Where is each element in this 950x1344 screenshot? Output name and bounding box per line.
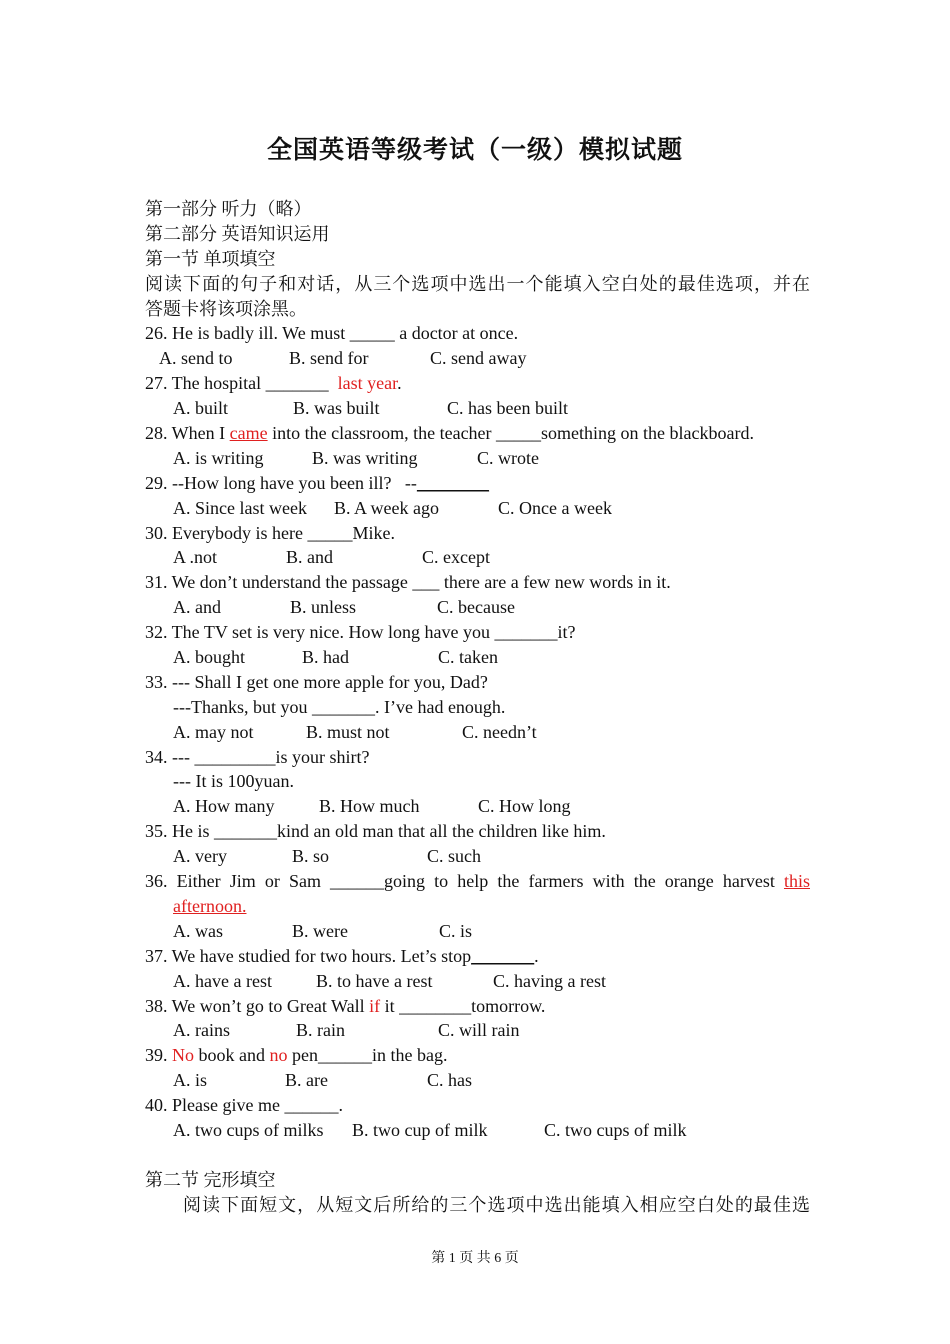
options-40 xyxy=(145,1118,810,1143)
option-c: C. having a rest xyxy=(493,970,606,991)
option-a: A. is xyxy=(173,1070,208,1091)
question-40: 40. Please give me ______. xyxy=(145,1095,343,1116)
page-footer: 第 1 页 共 6 页 xyxy=(431,1251,519,1266)
answer-blank: _______ xyxy=(471,945,535,966)
option-c: C. taken xyxy=(438,647,498,668)
option-a: A. may not xyxy=(173,721,254,742)
option-b: B. and xyxy=(286,547,333,568)
question-32: 32. The TV set is very nice. How long have you _______it? xyxy=(145,622,576,643)
question-36: 36. Either Jim or Sam ______going to help the farmers with the orange harvest this xyxy=(145,871,810,892)
section1-instruction-line2: 答题卡将该项涂黑。 xyxy=(145,298,307,319)
option-b: B. to have a rest xyxy=(316,970,433,991)
highlight-text: No xyxy=(172,1045,194,1066)
part1-heading: 第一部分 听力（略） xyxy=(145,199,312,219)
option-a: A. was xyxy=(173,920,223,941)
option-c: C. such xyxy=(427,846,481,867)
section2-heading: 第二节 完形填空 xyxy=(145,1169,276,1190)
question-27: 27. The hospital _______ last year. xyxy=(145,373,402,394)
option-c: C. two cups of milk xyxy=(544,1119,687,1140)
option-a: A. is writing xyxy=(173,447,264,468)
option-a: A. and xyxy=(173,597,221,618)
option-a: A. send to xyxy=(159,348,233,369)
options-35 xyxy=(145,844,810,869)
option-c: C. except xyxy=(422,547,490,568)
question-31: 31. We don’t understand the passage ___ there are a few new words in it. xyxy=(145,572,671,593)
options-32 xyxy=(145,645,810,670)
section2-instruction: 阅读下面短文，从短文后所给的三个选项中选出能填入相应空白处的最佳选 xyxy=(183,1194,810,1215)
question-28: 28. When I came into the classroom, the teacher _____something on the blackboard. xyxy=(145,423,754,444)
highlight-text: no xyxy=(269,1045,288,1066)
question-33-reply: ---Thanks, but you _______. I’ve had enough. xyxy=(173,696,506,717)
options-29 xyxy=(145,496,810,521)
section1-heading: 第一节 单项填空 xyxy=(145,248,276,269)
options-26 xyxy=(145,346,810,371)
option-a: A. built xyxy=(173,398,229,419)
option-b: B. so xyxy=(292,846,330,867)
option-a: A. bought xyxy=(173,647,245,668)
page-title: 全国英语等级考试（一级）模拟试题 xyxy=(266,137,683,164)
option-b: B. rain xyxy=(296,1020,345,1041)
question-35: 35. He is _______kind an old man that all the children like him. xyxy=(145,821,606,842)
option-b: B. must not xyxy=(306,721,390,742)
option-c: C. is xyxy=(439,920,473,941)
option-a: A. very xyxy=(173,846,227,867)
options-34 xyxy=(145,794,810,819)
highlight-text: this xyxy=(783,871,810,892)
question-37: 37. We have studied for two hours. Let’s stop_______. xyxy=(145,945,539,966)
question-33: 33. --- Shall I get one more apple for you, Dad? xyxy=(145,671,488,692)
option-a: A. two cups of milks xyxy=(173,1119,324,1140)
option-b: B. A week ago xyxy=(334,497,439,518)
option-b: B. was built xyxy=(293,398,380,419)
options-38 xyxy=(145,1018,810,1043)
highlight-text: if xyxy=(369,995,381,1016)
option-b: B. was writing xyxy=(312,447,418,468)
option-c: C. will rain xyxy=(438,1020,520,1041)
options-33 xyxy=(145,720,810,745)
option-c: C. because xyxy=(437,597,515,618)
question-38: 38. We won’t go to Great Wall if it ________tomorrow. xyxy=(145,995,546,1016)
question-39: 39. No book and no pen______in the bag. xyxy=(145,1045,448,1066)
question-34: 34. --- _________is your shirt? xyxy=(145,746,370,767)
options-27 xyxy=(145,396,810,421)
section1-instruction-line1: 阅读下面的句子和对话，从三个选项中选出一个能填入空白处的最佳选项，并在 xyxy=(145,273,810,294)
option-b: B. had xyxy=(302,647,349,668)
option-b: B. were xyxy=(292,920,348,941)
question-30: 30. Everybody is here _____Mike. xyxy=(145,522,395,543)
option-c: C. has xyxy=(427,1070,472,1091)
spacer xyxy=(145,1143,810,1168)
options-39 xyxy=(145,1068,810,1093)
part2-heading: 第二部分 英语知识运用 xyxy=(145,223,330,244)
option-a: A. have a rest xyxy=(173,970,272,991)
option-b: B. send for xyxy=(289,348,369,369)
option-b: B. How much xyxy=(319,796,420,817)
option-c: C. wrote xyxy=(477,447,539,468)
question-26: 26. He is badly ill. We must _____ a doctor at once. xyxy=(145,323,519,344)
option-b: B. are xyxy=(285,1070,328,1091)
highlight-text: came xyxy=(229,423,268,444)
option-a: A. Since last week xyxy=(173,497,307,518)
option-b: B. two cup of milk xyxy=(352,1119,488,1140)
option-a: A .not xyxy=(173,547,218,568)
exam-content xyxy=(145,197,810,1218)
option-a: A. How many xyxy=(173,796,275,817)
option-c: C. Once a week xyxy=(498,497,612,518)
options-28 xyxy=(145,446,810,471)
options-37 xyxy=(145,969,810,994)
option-b: B. unless xyxy=(290,597,357,618)
highlight-text: last year xyxy=(337,373,398,394)
option-a: A. rains xyxy=(173,1020,230,1041)
highlight-text: afternoon. xyxy=(173,895,247,916)
options-36 xyxy=(145,919,810,944)
question-36-cont xyxy=(145,894,810,919)
answer-blank: ________ xyxy=(416,472,489,493)
options-30 xyxy=(145,545,810,570)
options-31 xyxy=(145,595,810,620)
question-29: 29. --How long have you been ill? --________ xyxy=(145,472,489,493)
option-c: C. send away xyxy=(430,348,527,369)
option-c: C. has been built xyxy=(447,398,568,419)
question-34-reply: --- It is 100yuan. xyxy=(173,771,294,792)
option-c: C. needn’t xyxy=(462,721,537,742)
option-c: C. How long xyxy=(478,796,571,817)
